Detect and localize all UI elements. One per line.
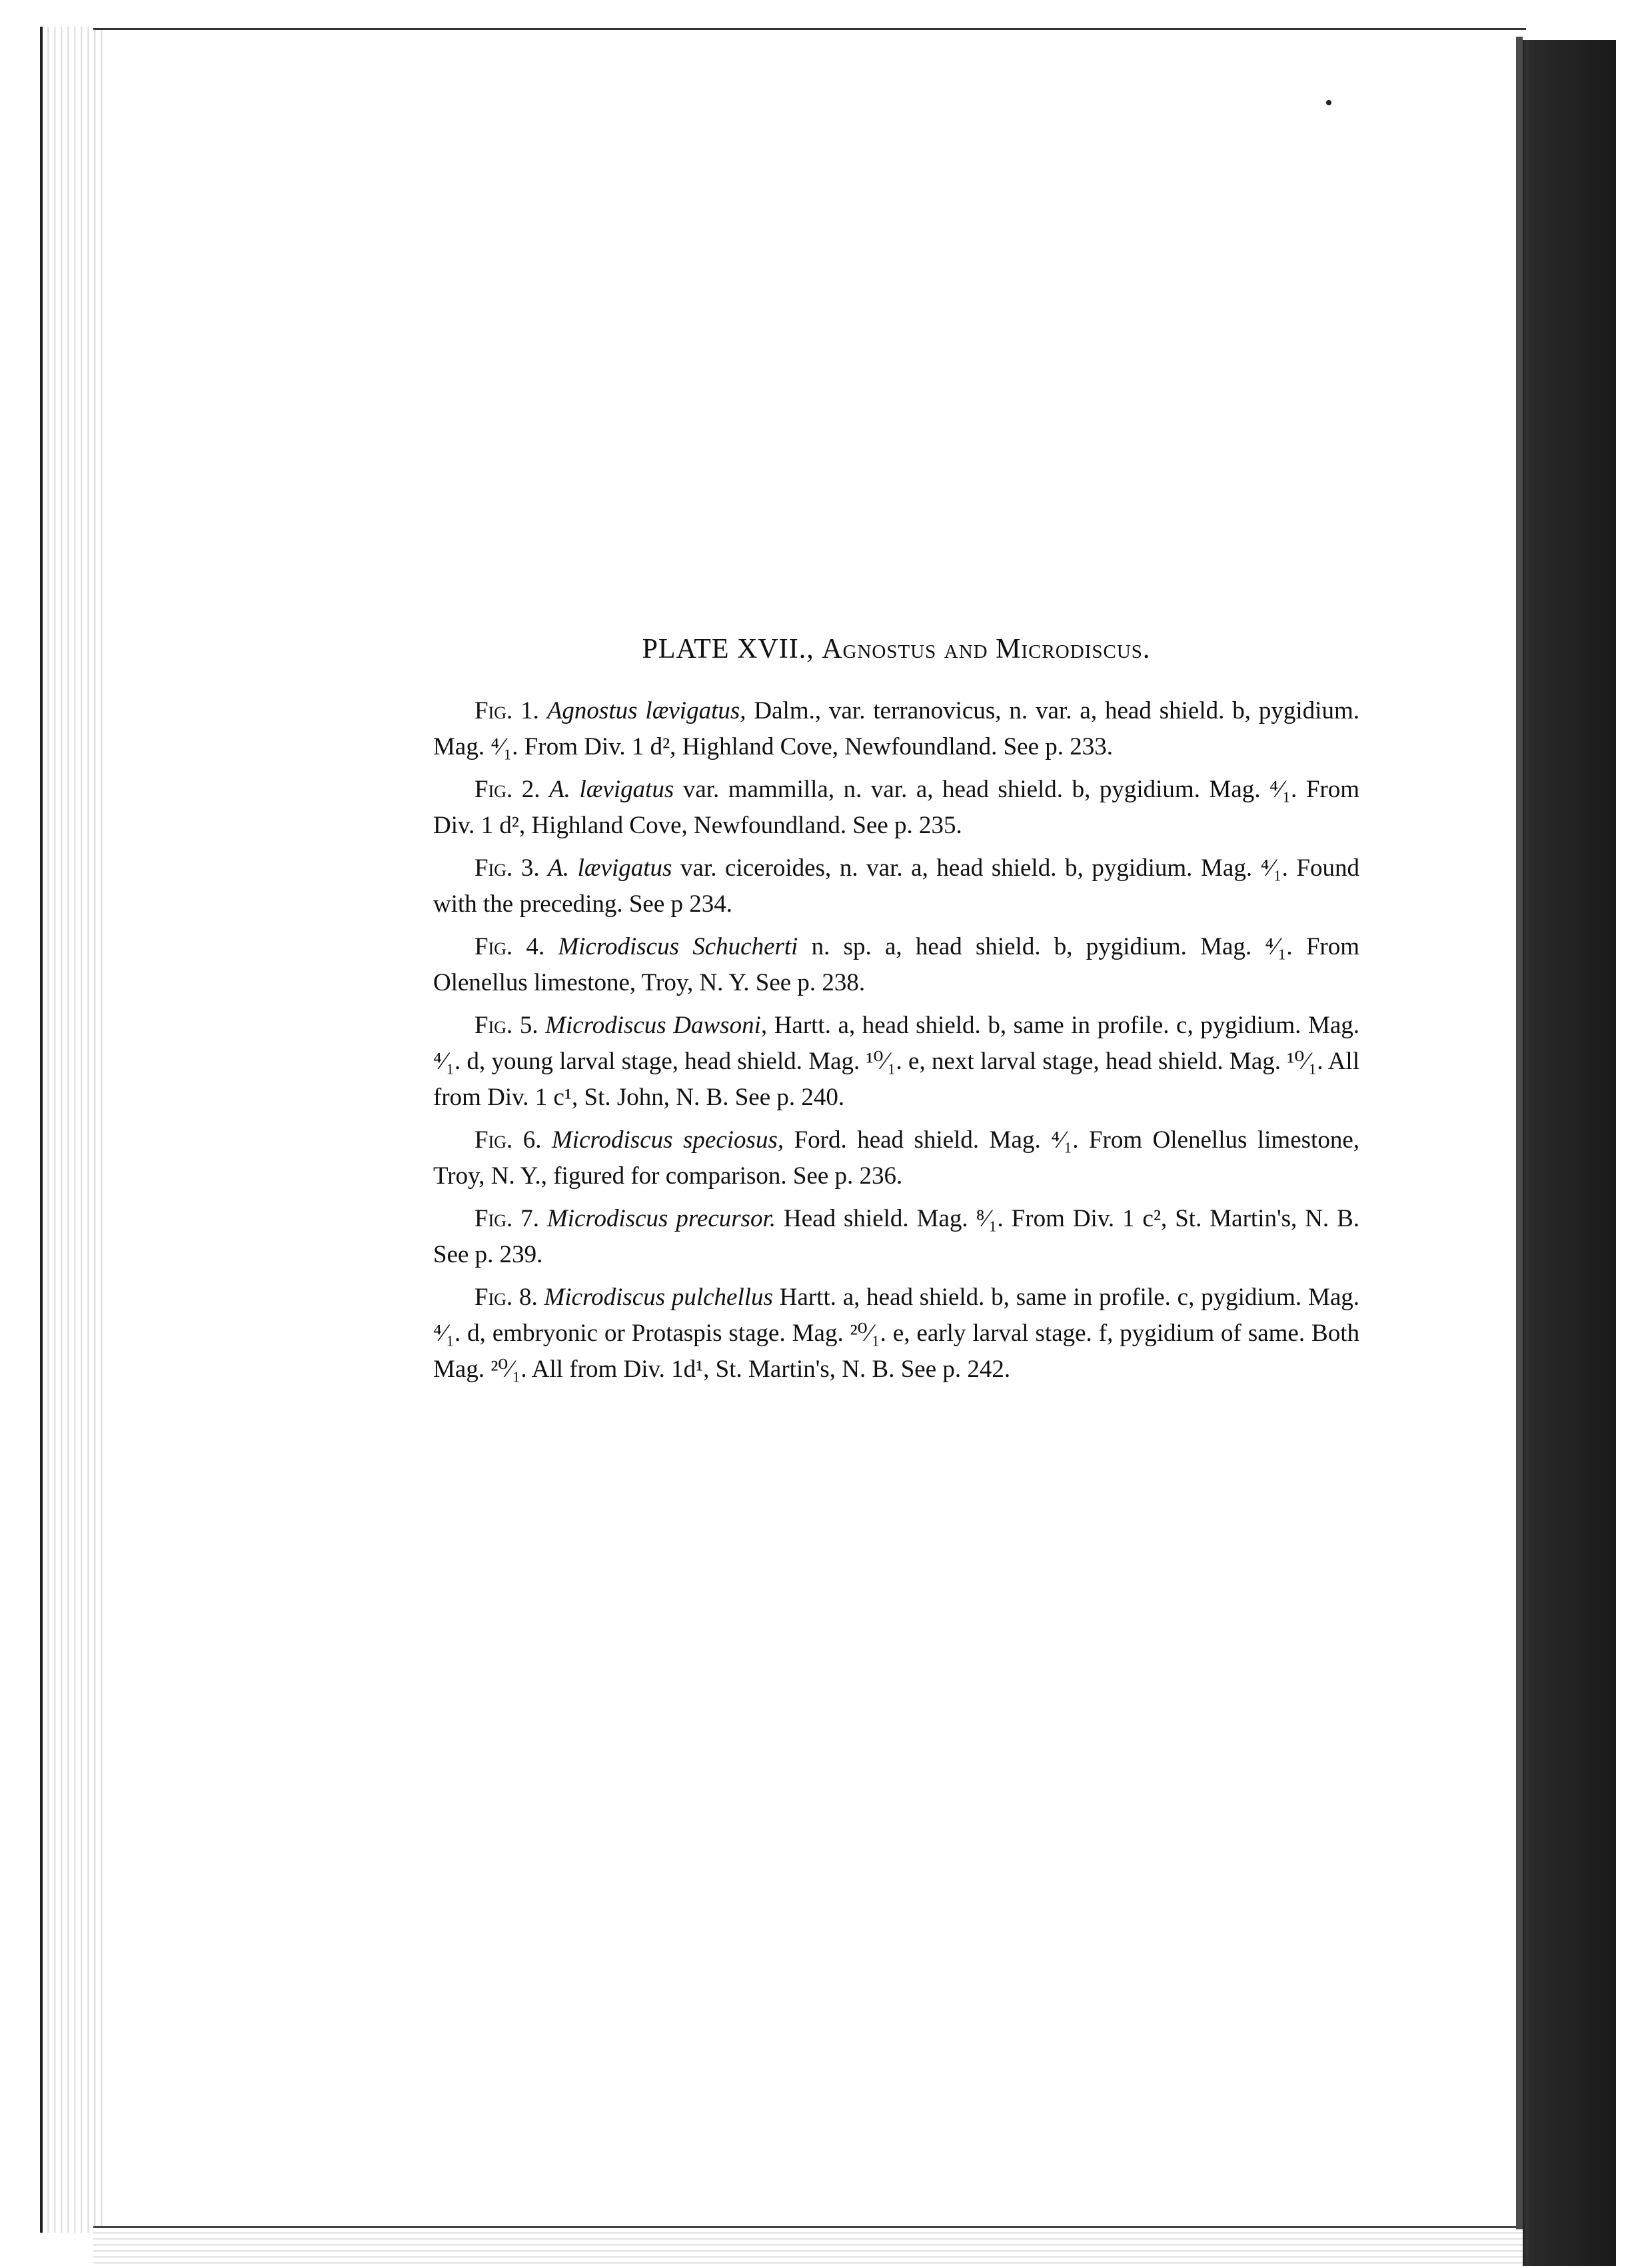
figure-caption-8	[433, 1280, 1359, 1388]
figure-label: Fig. 3.	[474, 854, 540, 882]
figure-label: Fig. 7.	[474, 1205, 539, 1232]
figure-label: Fig. 2.	[474, 776, 540, 803]
species-name: Microdiscus precursor.	[546, 1205, 776, 1232]
figure-caption-4	[433, 929, 1359, 1001]
caption-text: Head shield. Mag. ⁸⁄₁. From Div. 1 c², St. Martin's, N. B. See p. 239.	[433, 1205, 1360, 1268]
caption-text: var. ciceroides, n. var. a, head shield. b, pygidium. Mag. ⁴⁄₁. Found with the preceding. See p 234.	[433, 854, 1360, 918]
figure-caption-5	[433, 1008, 1359, 1116]
ink-speck	[1326, 100, 1331, 105]
figure-caption-1	[433, 693, 1359, 765]
figure-label: Fig. 6.	[474, 1126, 542, 1154]
plate-number: PLATE XVII.,	[642, 634, 814, 664]
page-stack-bottom	[93, 2226, 1526, 2268]
figure-caption-2	[433, 772, 1359, 844]
figure-caption-6	[433, 1122, 1359, 1194]
plate-title	[433, 633, 1359, 665]
caption-text: var. mammilla, n. var. a, head shield. b, pygidium. Mag. ⁴⁄₁. From Div. 1 d², Highland Cove, Newfoundland. See p. 235.	[433, 776, 1359, 839]
figure-caption-7	[433, 1201, 1359, 1273]
figure-label: Fig. 1.	[474, 697, 539, 724]
species-name: Microdiscus pulchellus	[544, 1284, 773, 1311]
caption-text: n. sp. a, head shield. b, pygidium. Mag. ⁴⁄₁. From Olenellus limestone, Troy, N. Y. See p. 238.	[433, 933, 1359, 996]
species-name: A. lævigatus	[549, 776, 674, 803]
species-name: A. lævigatus	[548, 854, 672, 882]
plate-subject: Agnostus and Microdiscus.	[822, 634, 1151, 664]
page-stack-edge	[40, 27, 116, 2233]
species-name: Microdiscus Dawsoni,	[545, 1012, 768, 1039]
caption-text: Ford. head shield. Mag. ⁴⁄₁. From Olenellus limestone, Troy, N. Y., figured for comparison. See p. 236.	[433, 1126, 1359, 1190]
species-name: Microdiscus Schucherti	[558, 933, 798, 960]
caption-text: Dalm., var. terranovicus, n. var. a, head shield. b, pygidium. Mag. ⁴⁄₁. From Div. 1 d², Highland Cove, Newfoundland. See p. 233.	[433, 697, 1359, 760]
figure-caption-3	[433, 850, 1359, 922]
species-name: Microdiscus speciosus,	[551, 1126, 784, 1154]
page-stack-right	[1516, 37, 1523, 2229]
book-cover-right	[1523, 40, 1616, 2266]
caption-text: Hartt. a, head shield. b, same in profile. c, pygidium. Mag. ⁴⁄₁. d, young larval stage, head shield. Mag. ¹⁰⁄₁. e, next larval stage, head shield. Mag. ¹⁰⁄₁. All from Div. 1 c¹, St. John, N. B. See p. 240.	[433, 1012, 1360, 1111]
plate-caption-block	[433, 633, 1359, 1394]
species-name: Agnostus lævigatus,	[546, 697, 746, 724]
caption-text: Hartt. a, head shield. b, same in profile. c, pygidium. Mag. ⁴⁄₁. d, embryonic or Protaspis stage. Mag. ²⁰⁄₁. e, early larval stage. f, pygidium of same. Both Mag. ²⁰⁄₁. All from Div. 1d¹, St. Martin's, N. B. See p. 242.	[433, 1284, 1360, 1383]
figure-label: Fig. 4.	[474, 933, 545, 960]
figure-label: Fig. 5.	[474, 1012, 538, 1039]
figure-label: Fig. 8.	[474, 1284, 538, 1311]
page-stack-top	[93, 0, 1526, 30]
